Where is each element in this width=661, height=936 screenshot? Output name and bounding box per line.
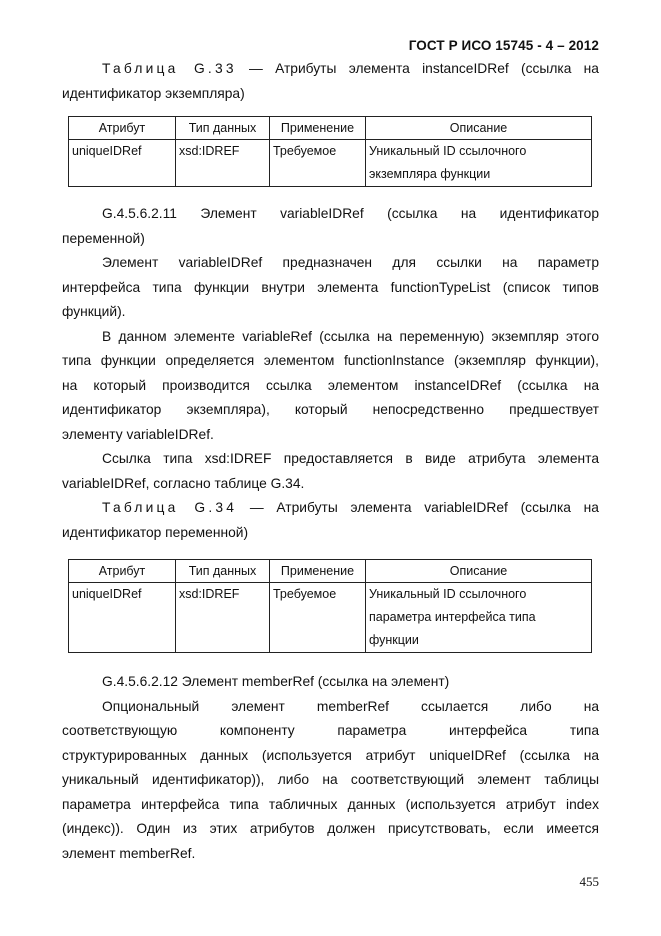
caption-text: — Атрибуты элемента instanceIDRef (ссылка на <box>249 61 599 76</box>
paragraph-line: на который производится ссылка элементом instanceIDRef (ссылка на <box>62 377 599 393</box>
cell-usage: Требуемое <box>270 140 366 187</box>
heading-word: (ссылка <box>387 206 438 221</box>
paragraph-line: функций). <box>62 304 126 319</box>
cell-description <box>366 583 592 653</box>
heading-word: на <box>460 206 477 221</box>
page-number: 455 <box>579 874 599 889</box>
description-line: параметра интерфейса типа <box>369 610 536 624</box>
caption-text: — Атрибуты элемента variableIDRef (ссылка на <box>249 500 599 515</box>
caption-prefix: Таблица G.34 <box>102 500 238 515</box>
section-heading-cont: переменной) <box>62 230 145 246</box>
paragraph-line: Опциональный элемент memberRef ссылается либо на <box>102 698 599 714</box>
paragraph-line: уникальный идентификатор)), либо на соответствующий элемент таблицы <box>62 772 599 787</box>
caption-line <box>62 57 599 82</box>
table-header-row <box>69 117 592 140</box>
table-g33 <box>68 116 592 187</box>
column-header: Атрибут <box>69 117 176 140</box>
paragraph-line: соответствующую компоненту параметра интерфейса типа <box>62 723 599 738</box>
description-line: Уникальный ID ссылочного <box>369 587 527 601</box>
column-header: Атрибут <box>69 560 176 583</box>
caption-line: идентификатор экземпляра) <box>62 85 245 101</box>
document-header: ГОСТ Р ИСО 15745 - 4 – 2012 <box>408 38 599 53</box>
paragraph-line: variableIDRef, согласно таблице G.34. <box>62 475 305 491</box>
paragraph-line: структурированных данных (используется атрибут uniqueIDRef (ссылка на <box>62 747 599 763</box>
paragraph-line: Ссылка типа xsd:IDREF предоставляется в виде атрибута элемента <box>102 451 599 466</box>
table-g34-caption <box>62 496 599 521</box>
cell-attribute: uniqueIDRef <box>69 140 176 187</box>
paragraph-line: интерфейса типа функции внутри элемента functionTypeList (список типов <box>62 279 599 295</box>
column-header: Применение <box>270 560 366 583</box>
description-line: экземпляра функции <box>369 167 491 181</box>
cell-datatype: xsd:IDREF <box>176 583 270 653</box>
description-line: функции <box>369 633 419 647</box>
column-header: Применение <box>270 117 366 140</box>
cell-description <box>366 140 592 187</box>
cell-attribute: uniqueIDRef <box>69 583 176 653</box>
section-heading: G.4.5.6.2.12 Элемент memberRef (ссылка на элемент) <box>102 674 450 689</box>
column-header: Тип данных <box>176 117 270 140</box>
paragraph-line: В данном элементе variableRef (ссылка на переменную) экземпляр этого <box>102 328 599 344</box>
paragraph-line: элементу variableIDRef. <box>62 426 214 442</box>
paragraph-line: Элемент variableIDRef предназначен для ссылки на параметр <box>102 255 599 270</box>
paragraph-line: типа функции определяется элементом functionInstance (экземпляр функции), <box>62 353 599 368</box>
heading-word: G.4.5.6.2.11 <box>102 206 177 221</box>
paragraph-line: (индекс)). Один из этих атрибутов должен присутствовать, если имеется <box>62 821 599 836</box>
caption-line: идентификатор переменной) <box>62 524 249 540</box>
table-g33-caption <box>62 57 599 106</box>
table-row <box>69 583 592 653</box>
table-header-row <box>69 560 592 583</box>
paragraph-line: элемент memberRef. <box>62 845 196 861</box>
heading-word: Элемент <box>200 206 257 221</box>
section-g4562-12 <box>62 670 599 866</box>
caption-prefix: Таблица G.33 <box>102 61 237 76</box>
column-header: Описание <box>366 560 592 583</box>
table-g34 <box>68 559 592 653</box>
table-row <box>69 140 592 187</box>
cell-usage: Требуемое <box>270 583 366 653</box>
column-header: Описание <box>366 117 592 140</box>
paragraph-line: параметра интерфейса типа табличных данных (используется атрибут index <box>62 796 599 812</box>
heading-word: variableIDRef <box>280 206 364 221</box>
section-heading <box>62 202 599 227</box>
heading-word: идентификатор <box>499 206 600 221</box>
cell-datatype: xsd:IDREF <box>176 140 270 187</box>
description-line: Уникальный ID ссылочного <box>369 144 527 158</box>
paragraph-line: идентификатор экземпляра), который непосредственно предшествует <box>62 402 599 417</box>
section-g4562-11 <box>62 202 599 545</box>
column-header: Тип данных <box>176 560 270 583</box>
